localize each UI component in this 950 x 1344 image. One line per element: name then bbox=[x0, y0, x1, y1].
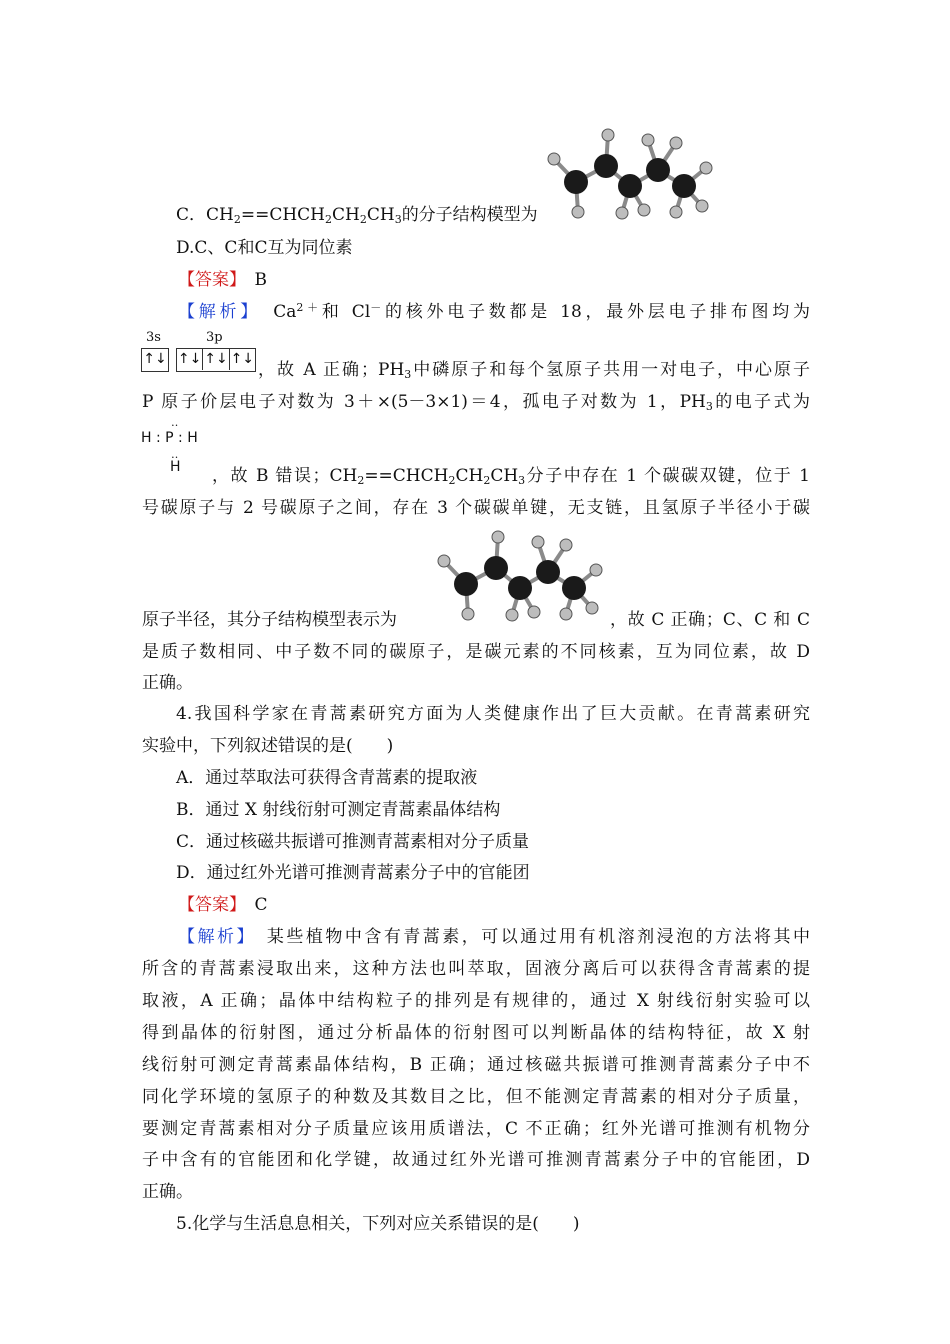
butene-model-image-2 bbox=[430, 528, 610, 624]
q3-analysis-line-1: 【解析】 $Ca^{2+}$和 Cl－的核外电子数都是 18，最外层电子排布图均为 bbox=[178, 301, 811, 322]
q4-analysis-line-2: 所含的青蒿素浸取出来，这种方法也叫萃取，固液分离后可以获得含青蒿素的提 bbox=[142, 959, 810, 979]
q4-stem-line-1: 4.我国科学家在青蒿素研究方面为人类健康作出了巨大贡献。在青蒿素研究 bbox=[176, 704, 810, 724]
q3-option-d: D.C、C和C互为同位素 bbox=[176, 238, 353, 258]
q4-option-d: D．通过红外光谱可推测青蒿素分子中的官能团 bbox=[176, 863, 530, 883]
q4-analysis-line-3: 取液，A 正确；晶体中结构粒子的排列是有规律的，通过 X 射线衍射实验可以 bbox=[142, 991, 810, 1011]
q3-analysis-line-7: 是质子数相同、中子数不同的碳原子，是碳元素的不同核素，互为同位素，故 D bbox=[142, 642, 810, 662]
q3-analysis-line-8: 正确。 bbox=[142, 673, 193, 693]
q3-analysis-line-3: P 原子价层电子对数为 3＋×(5－3×1)＝4，孤电子对数为 1，$PH_3$的电子式为 bbox=[142, 392, 811, 413]
electron-dot-formula: H : P : H bbox=[141, 430, 198, 446]
butene-model-image-1 bbox=[540, 126, 720, 222]
q3-option-c: C．$CH_2==CHCH_2CH_2CH_3$的分子结构模型为 bbox=[176, 205, 538, 226]
electron-dot-h: H bbox=[170, 459, 181, 475]
q4-answer: 【答案】 C bbox=[178, 895, 268, 915]
orbital-3p-box: ↑↓ ↑↓ ↑↓ bbox=[176, 348, 256, 372]
q4-analysis-line-6: 同化学环境的氢原子的种数及其数目之比，但不能测定青蒿素的相对分子质量， bbox=[142, 1087, 810, 1107]
q3-analysis-line-4: ，故 B 错误；$CH_2==CHCH_2CH_2CH_3$分子中存在 1 个碳碳双键，位于 1 bbox=[212, 466, 810, 487]
q3-analysis-line-2: ，故 A 正确；$PH_3$中磷原子和每个氢原子共用一对电子，中心原子 bbox=[258, 360, 811, 381]
q4-option-b: B．通过 X 射线衍射可测定青蒿素晶体结构 bbox=[176, 800, 501, 820]
q4-analysis-line-5: 线衍射可测定青蒿素晶体结构，B 正确；通过核磁共振谱可推测青蒿素分子中不 bbox=[142, 1055, 810, 1075]
q3-analysis-line-6-prefix: 原子半径，其分子结构模型表示为 bbox=[142, 610, 397, 630]
analysis-label: 【解析】 bbox=[178, 302, 253, 322]
q3-answer: 【答案】 B bbox=[178, 270, 267, 290]
orbital-3s-box: ↑↓ bbox=[141, 348, 169, 372]
q4-analysis-line-4: 得到晶体的衍射图，通过分析晶体的衍射图可以判断晶体的结构特征，故 X 射 bbox=[142, 1023, 810, 1043]
bond-dots-bottom: ‥ bbox=[171, 448, 180, 461]
q5-stem: 5.化学与生活息息相关，下列对应关系错误的是( ) bbox=[176, 1214, 580, 1234]
q4-option-c: C．通过核磁共振谱可推测青蒿素相对分子质量 bbox=[176, 832, 530, 852]
lone-pair-dots-top: ‥ bbox=[171, 416, 180, 429]
orbital-3p-label: 3p bbox=[206, 330, 223, 345]
q4-stem-line-2: 实验中，下列叙述错误的是( ) bbox=[142, 736, 394, 756]
answer-label: 【答案】 bbox=[178, 895, 238, 915]
q3-analysis-line-5: 号碳原子与 2 号碳原子之间，存在 3 个碳碳单键，无支链，且氢原子半径小于碳 bbox=[142, 498, 810, 518]
orbital-3s-label: 3s bbox=[146, 330, 161, 345]
q4-option-a: A．通过萃取法可获得含青蒿素的提取液 bbox=[176, 768, 478, 788]
q4-analysis-line-8: 子中含有的官能团和化学键，故通过红外光谱可推测青蒿素分子中的官能团，D bbox=[142, 1150, 810, 1170]
analysis-label: 【解析】 bbox=[178, 927, 248, 947]
answer-label: 【答案】 bbox=[178, 270, 238, 290]
q4-analysis-line-1: 【解析】 某些植物中含有青蒿素，可以通过用有机溶剂浸泡的方法将其中 bbox=[178, 927, 810, 947]
q4-analysis-line-9: 正确。 bbox=[142, 1182, 193, 1202]
q4-analysis-line-7: 要测定青蒿素相对分子质量应该用质谱法，C 不正确；红外光谱可推测有机物分 bbox=[142, 1119, 810, 1139]
q3-analysis-line-6-suffix: ，故 C 正确；C、C 和 C bbox=[610, 610, 810, 630]
